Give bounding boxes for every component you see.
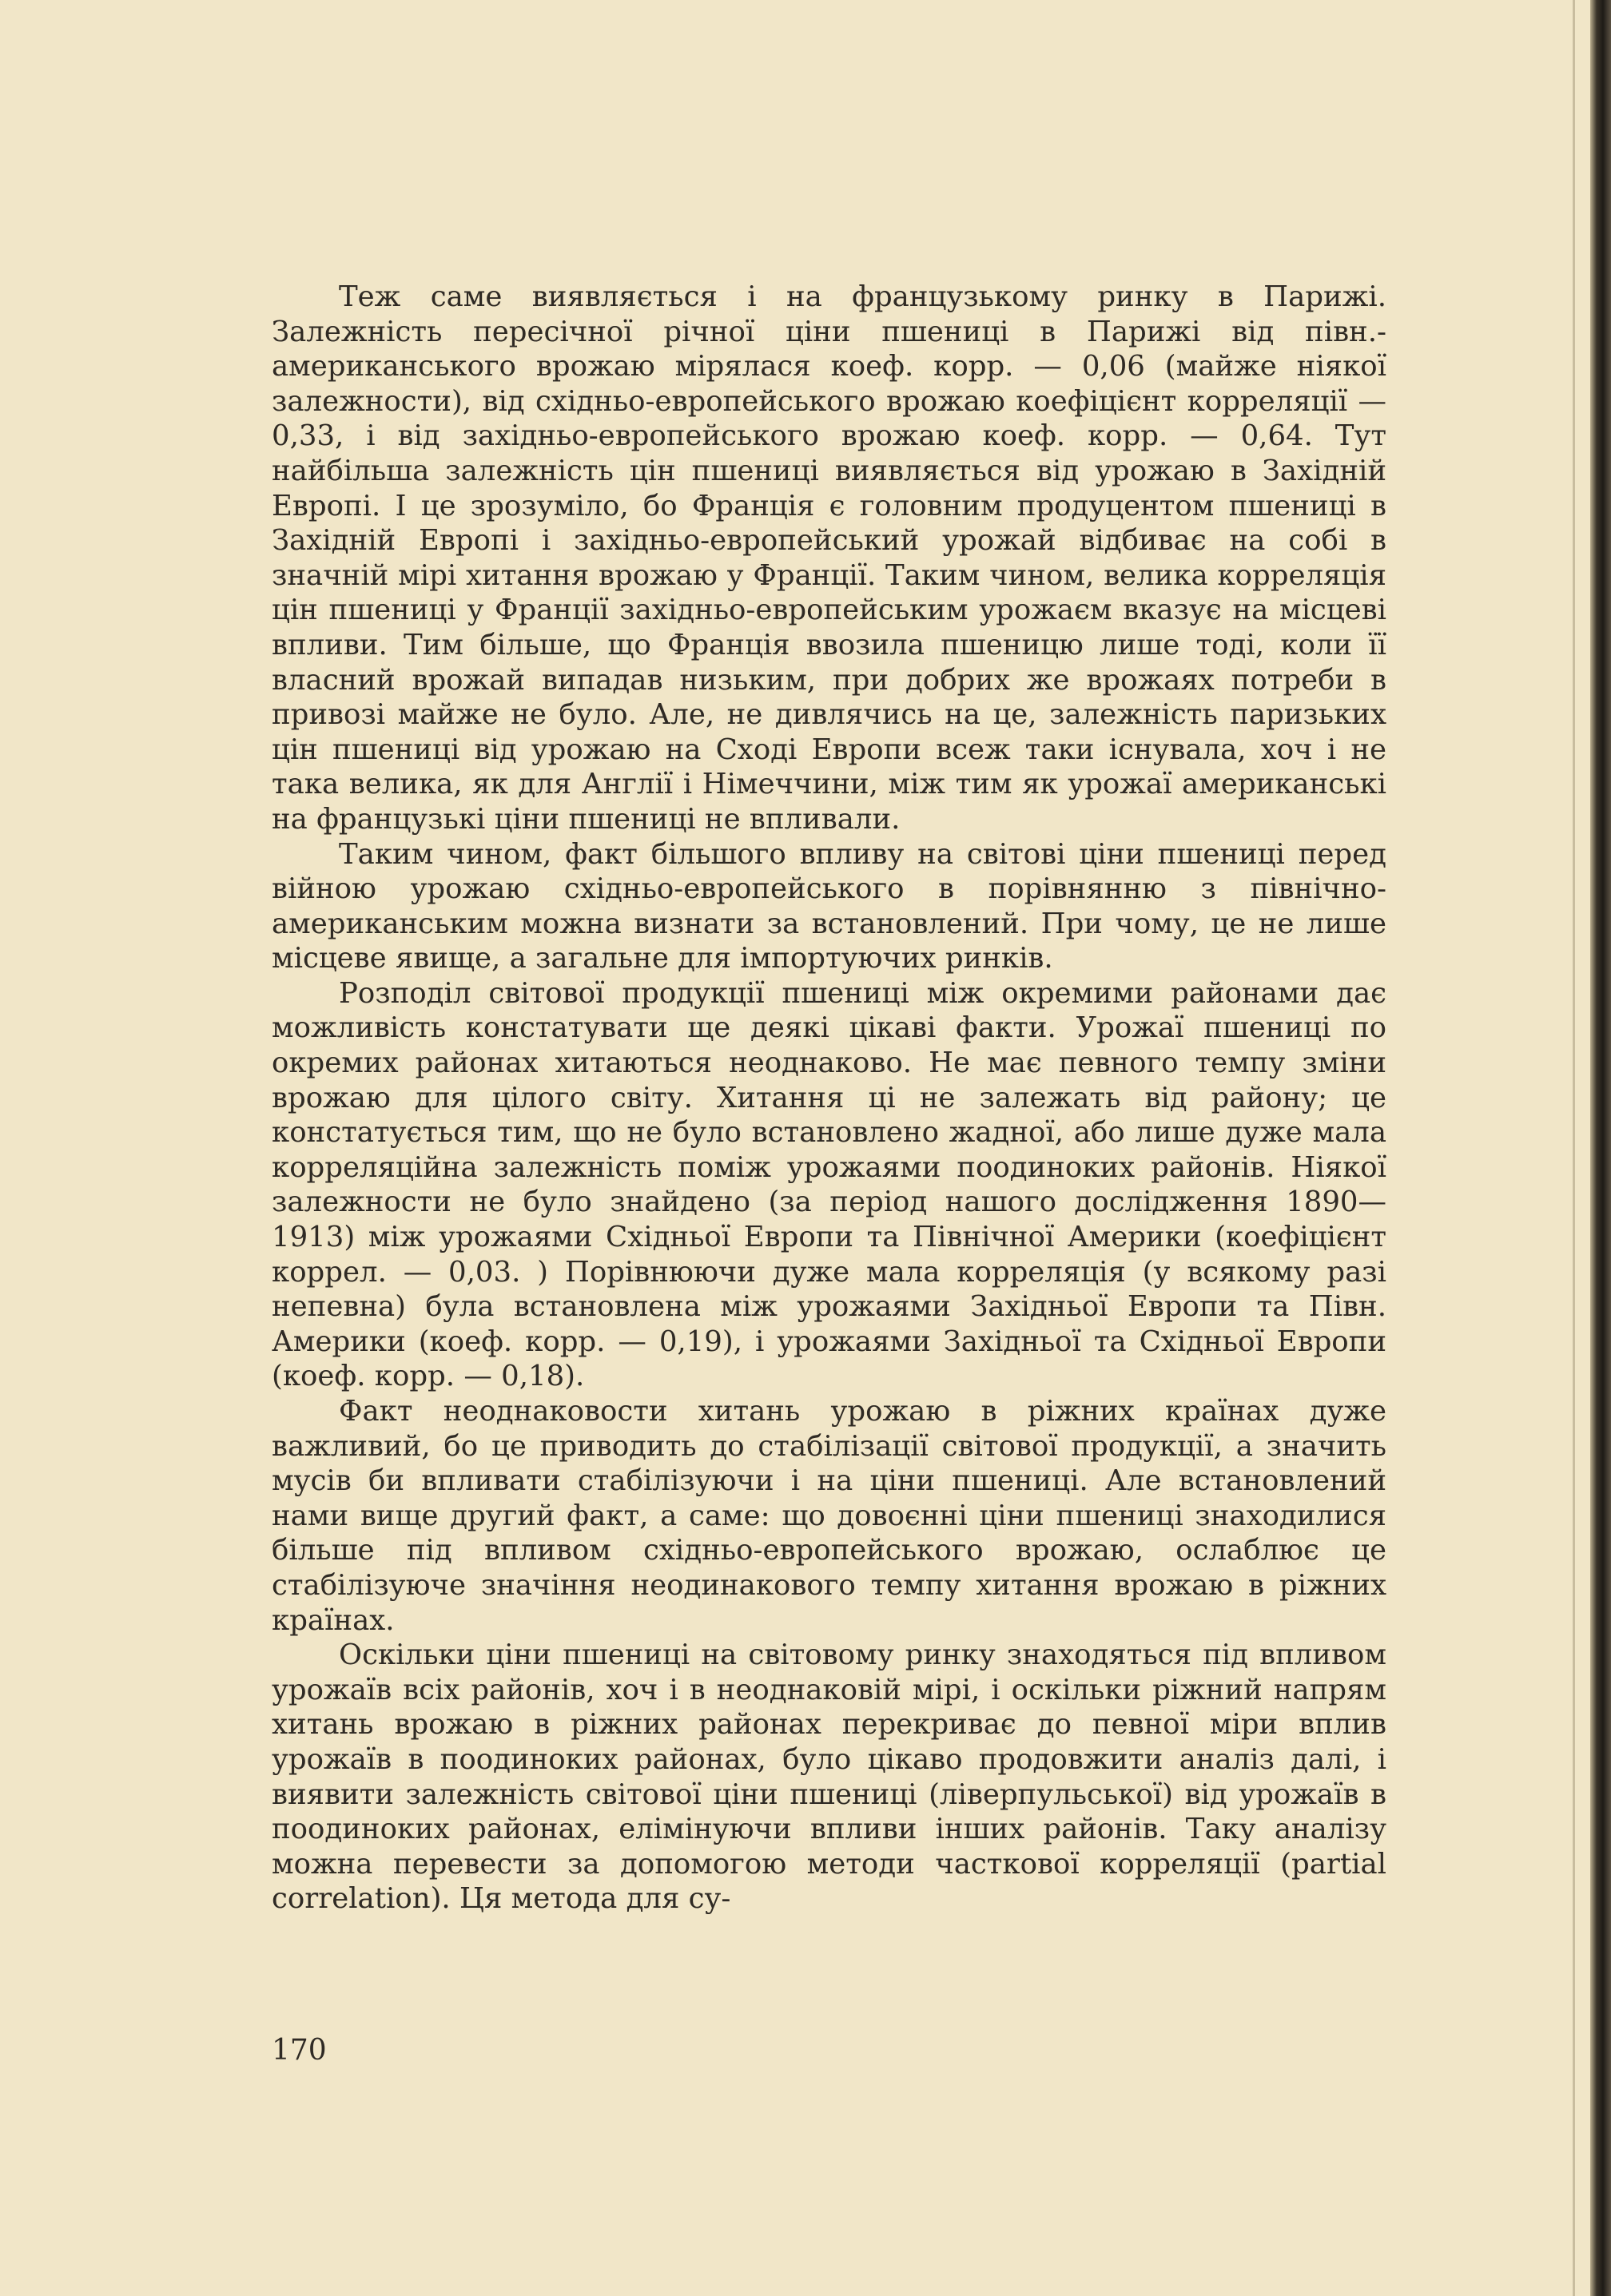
page-gutter-shadow xyxy=(1573,0,1575,2296)
body-text xyxy=(272,280,1386,1917)
paragraph-3: Розподіл світової продукції пшениці між окремими районами дає можливість констатувати ще деякі цікаві факти. Урожаї пшениці по окремих районах хитаються неоднаково. Не має певного темпу зміни врожаю для цілого світу. Хитання ці не залежать від району; це констатується тим, що не було встановлено жадної, або лише дуже мала корреляційна залежність поміж урожаями поодиноких районів. Ніякої залежности не було знайдено (за період нашого дослідження 1890—1913) між урожаями Східньої Европи та Північної Америки (коефіцієнт коррел. — 0,03. ) Порівнюючи дуже мала корреляція (у всякому разі непевна) була встановлена між урожаями Західньої Европи та Півн. Америки (коеф. корр. — 0,19), і урожаями Західньої та Східньої Европи (коеф. корр. — 0,18). xyxy=(272,976,1386,1393)
paragraph-2: Таким чином, факт більшого впливу на світові ціни пшениці перед війною урожаю східньо-европейського в порівнянню з північно-американським можна визнати за встановлений. При чому, це не лише місцеве явище, а загальне для імпортуючих ринків. xyxy=(272,837,1386,975)
book-spine-edge xyxy=(1590,0,1611,2296)
paragraph-4: Факт неоднаковости хитань урожаю в ріжних країнах дуже важливий, бо це приводить до стабілізації світової продукції, а значить мусів би впливати стабілізуючи і на ціни пшениці. Але встановлений нами вище другий факт, а саме: що довоєнні ціни пшениці знаходилися більше під впливом східньо-европейського врожаю, ослаблює це стабілізуюче значіння неодинакового темпу хитання врожаю в ріжних країнах. xyxy=(272,1395,1386,1637)
paragraph-1: Теж саме виявляється і на французькому ринку в Парижі. Залежність пересічної річної ціни пшениці в Парижі від півн.-американського врожаю мірялася коеф. корр. — 0,06 (майже ніякої залежности), від східньо-европейського врожаю коефіцієнт корреляції — 0,33, і від західньо-европейського врожаю коеф. корр. — 0,64. Тут найбільша залежність цін пшениці виявляється від урожаю в Західній Европі. І це зрозуміло, бо Франція є головним продуцентом пшениці в Західній Европі і західньо-европейський урожай відбиває на собі в значній мірі хитання врожаю у Франції. Таким чином, велика корреляція цін пшениці у Франції західньо-европейським урожаєм вказує на місцеві впливи. Тим більше, що Франція ввозила пшеницю лише тоді, коли її власний врожай випадав низьким, при добрих же врожаях потреби в привозі майже не було. Але, не дивлячись на це, залежність паризьких цін пшениці від урожаю на Сході Европи всеж таки існувала, хоч і не така велика, як для Англії і Німеччини, між тим як урожаї американські на французькі ціни пшениці не впливали. xyxy=(272,280,1386,836)
page-number: 170 xyxy=(272,2034,327,2067)
paragraph-5: Оскільки ціни пшениці на світовому ринку знаходяться під впливом урожаїв всіх районів, хоч і в неоднаковій мірі, і оскільки ріжний напрям хитань врожаю в ріжних районах перекриває до певної міри вплив урожаїв в поодиноких районах, було цікаво продовжити аналіз далі, і виявити залежність світової ціни пшениці (ліверпульської) від урожаїв в поодиноких районах, елімінуючи впливи інших районів. Таку аналізу можна перевести за допомогою методи часткової корреляції (partial correlation). Ця метода для су- xyxy=(272,1639,1386,1916)
